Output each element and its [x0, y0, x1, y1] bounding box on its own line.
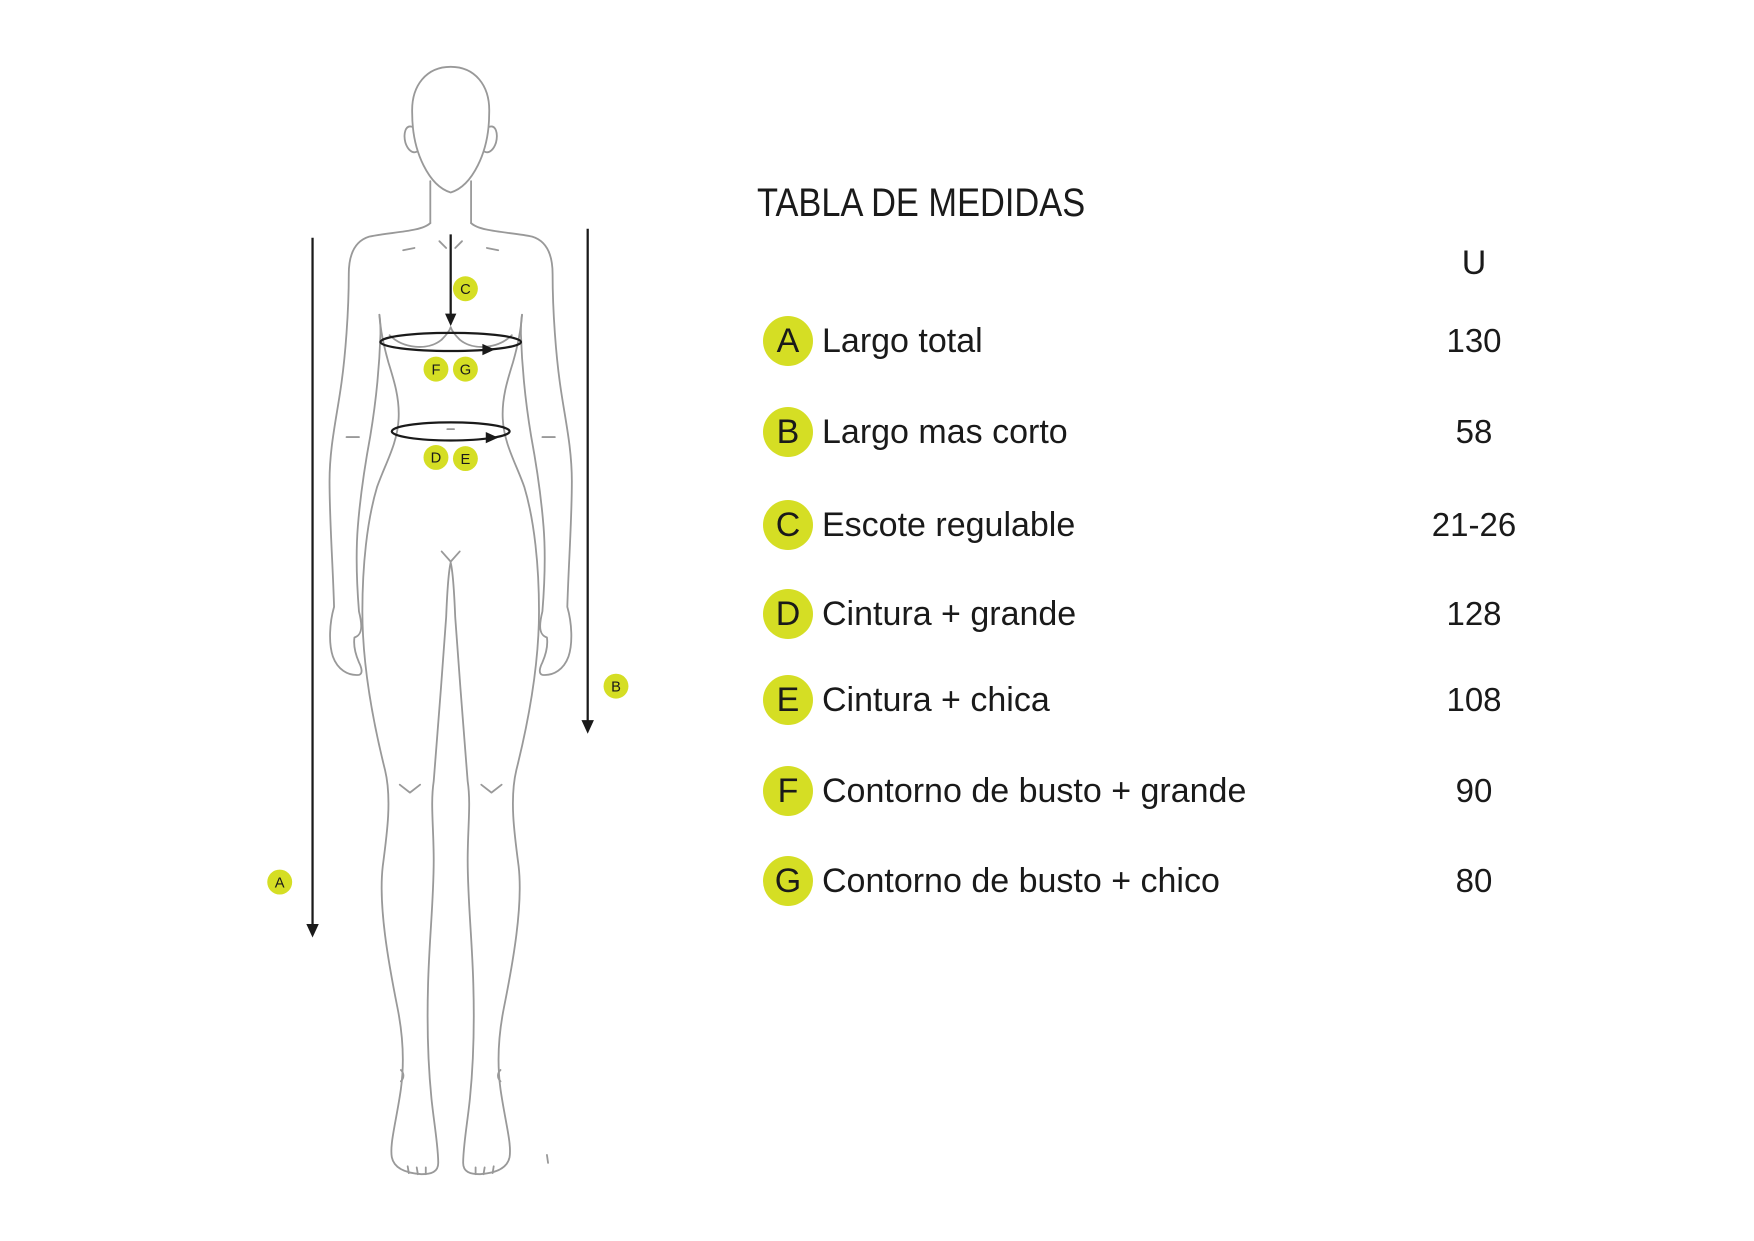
measurement-row-e	[763, 675, 1543, 725]
torso-leg-outline	[362, 315, 450, 1174]
measurement-label: Cintura + grande	[822, 595, 1077, 633]
marker-c	[453, 276, 478, 301]
letter-badge: D	[763, 589, 813, 639]
page-title: TABLA DE MEDIDAS	[757, 181, 1086, 225]
marker-f-letter: F	[431, 362, 441, 379]
letter-badge: G	[763, 856, 813, 906]
measurement-label: Cintura + chica	[822, 681, 1050, 719]
letter-badge: B	[763, 407, 813, 457]
measurement-label: Largo mas corto	[822, 413, 1068, 451]
stray-tick	[547, 1155, 548, 1163]
marker-a	[267, 870, 292, 895]
measure-b-arrowhead	[581, 720, 593, 734]
figure-body-half-mirrored	[451, 181, 572, 1174]
center-details	[442, 429, 548, 1163]
measurement-value: 21-26	[1431, 506, 1517, 543]
measurement-row-a	[763, 316, 1543, 366]
measurement-row-g	[763, 856, 1543, 906]
letter-badge: F	[763, 766, 813, 816]
marker-a-letter: A	[274, 875, 285, 892]
measurement-row-f	[763, 766, 1543, 816]
measurement-row-b	[763, 407, 1543, 457]
waist-loop-arrowhead	[486, 432, 498, 443]
measurement-value: 90	[1455, 772, 1493, 809]
measurement-row-c	[763, 500, 1543, 550]
measurement-row-d	[763, 589, 1543, 639]
measurement-label: Largo total	[822, 322, 983, 360]
measurement-label: Contorno de busto + grande	[822, 772, 1247, 810]
arm-outline	[330, 223, 431, 675]
figure-head	[405, 67, 497, 193]
marker-g-letter: G	[459, 362, 472, 379]
measurement-guides	[306, 229, 594, 938]
marker-b-letter: B	[611, 679, 621, 696]
measurement-value: 128	[1446, 595, 1502, 632]
marker-f	[424, 357, 449, 382]
marker-e	[453, 446, 478, 471]
body-outline	[330, 181, 451, 1174]
head-outline	[412, 67, 489, 193]
measure-c-arrowhead	[445, 314, 456, 326]
marker-g	[453, 357, 478, 382]
letter-badge: C	[763, 500, 813, 550]
measure-a-arrowhead	[306, 924, 318, 938]
marker-b	[604, 674, 629, 699]
unit-column-header: U	[1461, 244, 1487, 282]
marker-d-letter: D	[430, 450, 442, 467]
letter-badge: A	[763, 316, 813, 366]
measurement-value: 80	[1455, 862, 1493, 899]
clavicle-mark	[403, 248, 414, 250]
bust-curve	[390, 327, 451, 347]
measurement-label: Escote regulable	[822, 506, 1076, 544]
marker-c-letter: C	[460, 282, 471, 299]
bust-loop	[380, 333, 520, 351]
knee-mark	[400, 785, 420, 793]
measurement-value: 108	[1446, 681, 1502, 718]
crotch-mark	[442, 551, 460, 561]
measurement-label: Contorno de busto + chico	[822, 862, 1220, 900]
letter-badge: E	[763, 675, 813, 725]
measurement-value: 130	[1446, 322, 1502, 359]
measurement-value: 58	[1455, 413, 1493, 450]
figure-body-half	[330, 181, 451, 1174]
marker-d	[424, 445, 449, 470]
sternal-mark	[439, 241, 446, 248]
marker-e-letter: E	[460, 451, 471, 468]
